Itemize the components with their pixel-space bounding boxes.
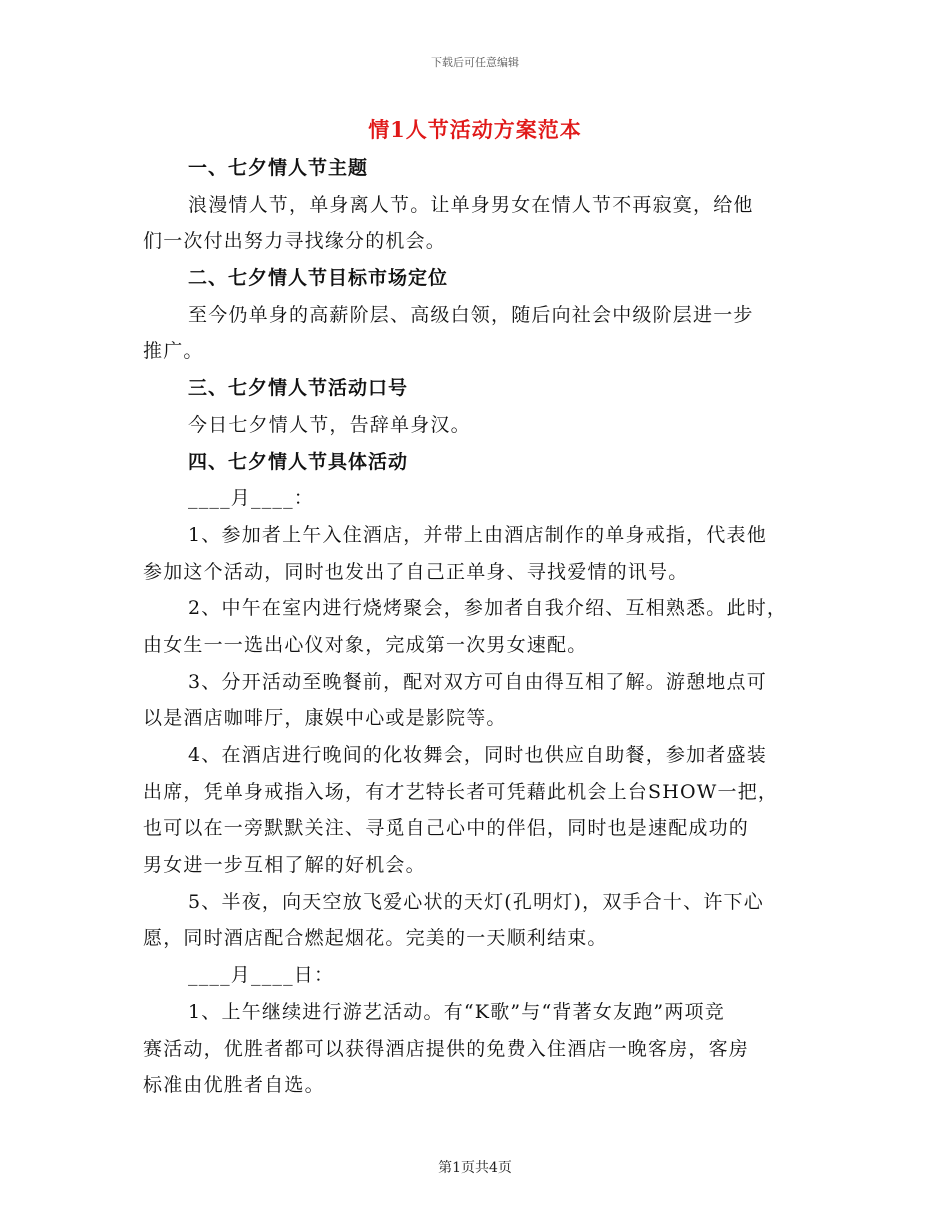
paragraph-line: 1、参加者上午入住酒店，并带上由酒店制作的单身戒指，代表他 (188, 523, 767, 546)
paragraph-line: 4、在酒店进行晚间的化妆舞会，同时也供应自助餐，参加者盛装 (188, 744, 767, 766)
paragraph-line: 出席，凭单身戒指入场，有才艺特长者可凭藉此机会上台SHOW一把， (143, 780, 779, 803)
paragraph-line: 赛活动，优胜者都可以获得酒店提供的免费入住酒店一晚客房，客房 (143, 1037, 750, 1060)
paragraph-line: 愿，同时酒店配合燃起烟花。完美的一天顺利结束。 (143, 927, 608, 950)
paragraph-line: 1、上午继续进行游艺活动。有“K歌”与“背著女友跑”两项竞 (188, 1000, 725, 1023)
header-note: 下载后可任意编辑 (431, 56, 519, 69)
paragraph-line: 由女生一一选出心仪对象，完成第一次男女速配。 (143, 633, 588, 656)
section-heading: 一、七夕情人节主题 (188, 157, 369, 179)
paragraph-line: 2、中午在室内进行烧烤聚会，参加者自我介绍、互相熟悉。此时， (188, 597, 788, 620)
paragraph-line: 以是酒店咖啡厅，康娱中心或是影院等。 (143, 707, 507, 730)
document-title: 情1人节活动方案范本 (368, 117, 582, 142)
paragraph-line: 推广。 (143, 340, 204, 363)
page-footer: 第1页共4页 (438, 1160, 512, 1176)
paragraph-line: 5、半夜，向天空放飞爱心状的天灯(孔明灯)，双手合十、许下心 (188, 890, 764, 913)
paragraph-line: 男女进一步互相了解的好机会。 (143, 854, 426, 877)
paragraph-line: 们一次付出努力寻找缘分的机会。 (143, 230, 447, 253)
paragraph-line: 至今仍单身的高薪阶层、高级白领，随后向社会中级阶层进一步 (188, 303, 754, 326)
paragraph-line: 参加这个活动，同时也发出了自己正单身、寻找爱情的讯号。 (143, 560, 689, 583)
paragraph-line: 3、分开活动至晚餐前，配对双方可自由得互相了解。游憩地点可 (188, 670, 767, 693)
paragraph-line: 也可以在一旁默默关注、寻觅自己心中的伴侣，同时也是速配成功的 (143, 817, 750, 840)
date-line: ____月____： (188, 487, 315, 510)
paragraph-line: 今日七夕情人节，告辞单身汉。 (188, 413, 471, 436)
section-heading: 四、七夕情人节具体活动 (188, 450, 409, 473)
paragraph-line: 标准由优胜者自选。 (143, 1074, 325, 1097)
section-heading: 二、七夕情人节目标市场定位 (188, 267, 449, 290)
section-heading: 三、七夕情人节活动口号 (188, 377, 409, 400)
document-body (143, 150, 808, 1104)
date-line: ____月____日： (188, 964, 335, 987)
paragraph-line: 浪漫情人节，单身离人节。让单身男女在情人节不再寂寞，给他 (188, 193, 754, 216)
